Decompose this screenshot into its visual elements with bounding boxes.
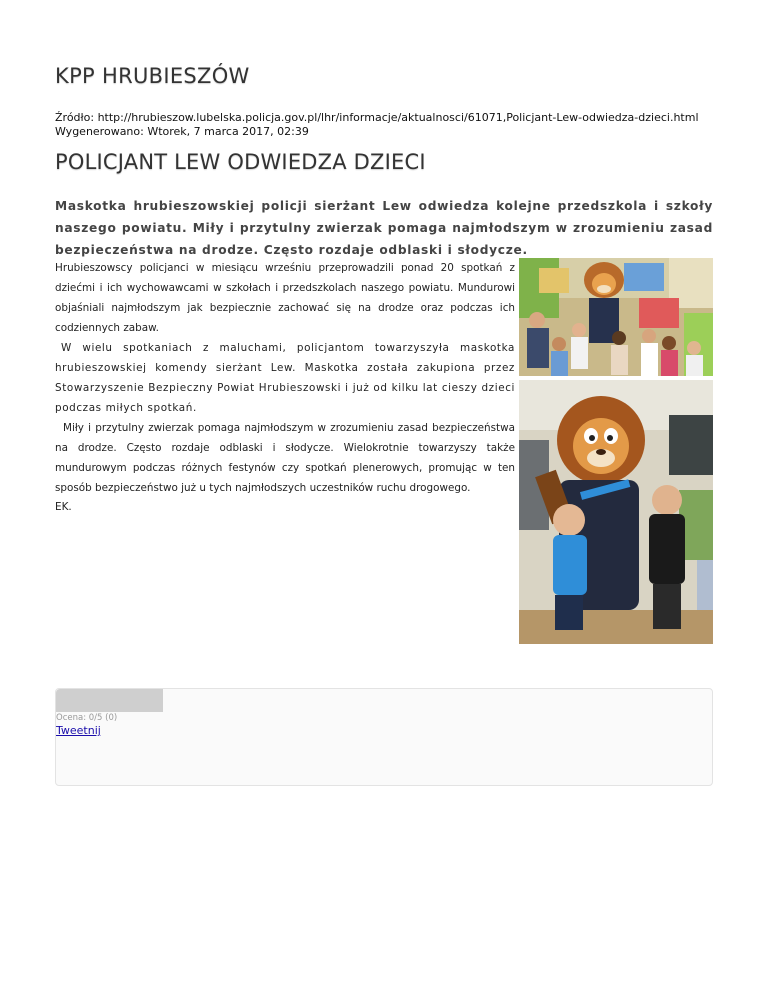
article-paragraph-2: W wielu spotkaniach z maluchami, policjantom towarzyszyła maskotka hrubieszowskiej komendy sierżant Lew. Maskotka została zakupiona przez Stowarzyszenie Bezpieczny Powiat Hrubieszowski i już od kilku lat cieszy dzieci podczas miłych spotkań. (55, 342, 515, 414)
article-signature: EK. (55, 501, 72, 513)
rating-panel (55, 688, 713, 786)
source-url: Źródło: http://hrubieszow.lubelska.policja.gov.pl/lhr/informacje/aktualnosci/61071,Policjant-Lew-odwiedza-dzieci.html (55, 111, 699, 124)
article-paragraph-1: Hrubieszowscy policjanci w miesiącu wrześniu przeprowadzili ponad 20 spotkań z dziećmi i ich wychowawcami w szkołach i przedszkolach naszego powiatu. Mundurowi objaśniali najmłodszym jak bezpiecznie zachować się na drodze oraz podczas ich codziennych zabaw. (55, 262, 515, 334)
photo-mascot-with-boys (519, 380, 713, 644)
site-title: KPP HRUBIESZÓW (55, 64, 250, 88)
rating-stars-bar[interactable] (56, 689, 163, 712)
generated-date: Wygenerowano: Wtorek, 7 marca 2017, 02:39 (55, 125, 309, 138)
document-meta (55, 111, 699, 139)
article-paragraph-3: Miły i przytulny zwierzak pomaga najmłodszym w zrozumieniu zasad bezpieczeństwa na drodze. Często rozdaje odblaski i słodycze. Wielokrotnie towarzyszy także mundurowym podczas różnych festynów czy spotkań plenerowych, promując w ten sposób bezpieczeństwo już u tych najmłodszych uczestników ruchu drogowego. (55, 422, 515, 494)
article-title: POLICJANT LEW ODWIEDZA DZIECI (55, 150, 426, 174)
article-lead: Maskotka hrubieszowskiej policji sierżant Lew odwiedza kolejne przedszkola i szkoły naszego powiatu. Miły i przytulny zwierzak pomaga najmłodszym w zrozumieniu zasad bezpieczeństwa na drodze. Często rozdaje odblaski i słodycze. (55, 199, 713, 257)
tweet-link[interactable]: Tweetnij (56, 724, 101, 737)
photo-mascot-with-children (519, 258, 713, 376)
rating-text: Ocena: 0/5 (0) (56, 713, 118, 723)
